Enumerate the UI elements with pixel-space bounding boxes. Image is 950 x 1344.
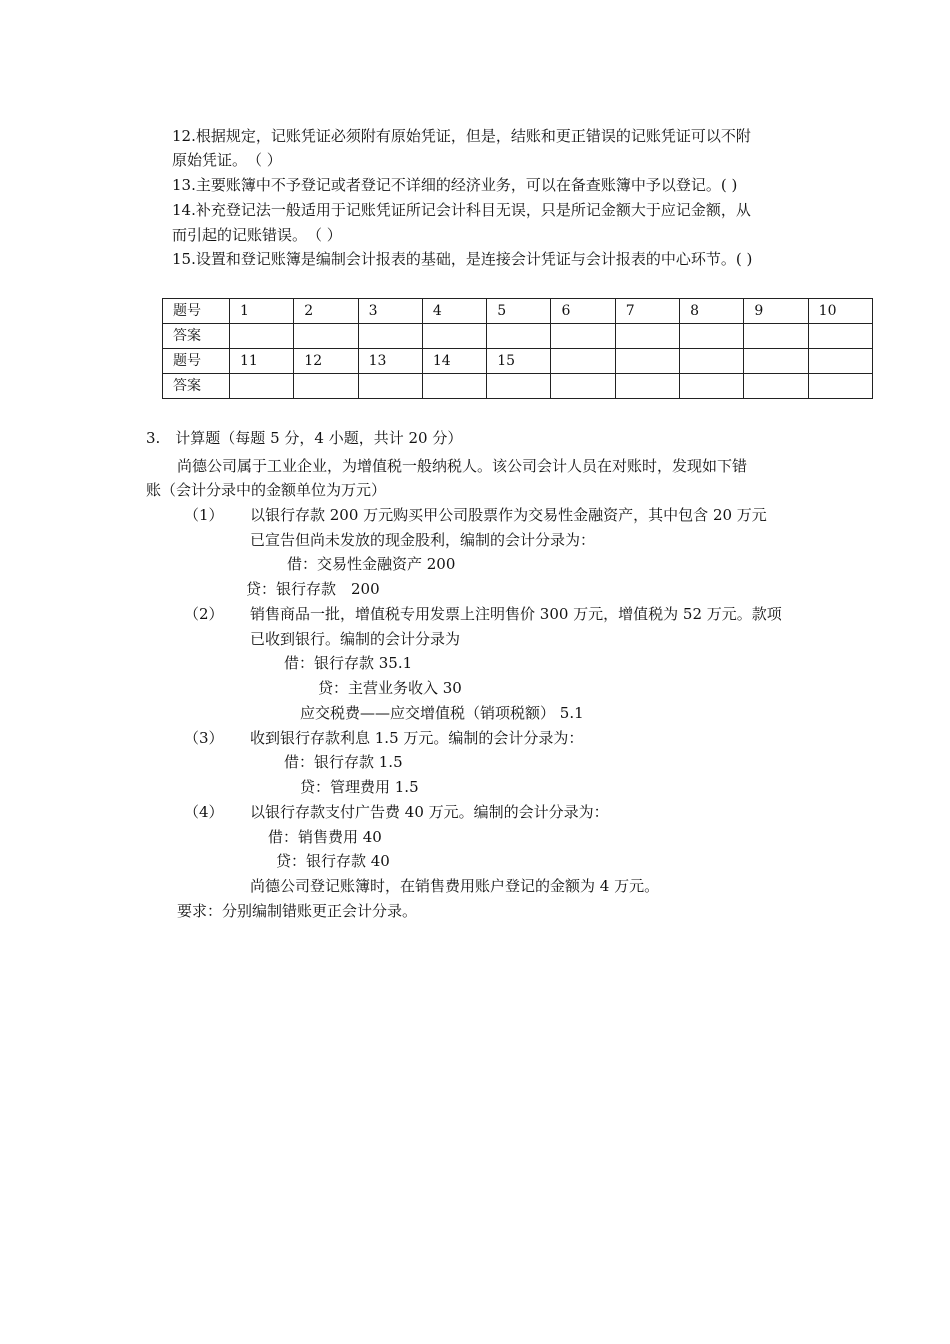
table-cell-number: 1 [230, 299, 294, 324]
item-4-note: 尚德公司登记账簿时，在销售费用账户登记的金额为 4 万元。 [250, 877, 660, 895]
table-cell-number: 2 [294, 299, 358, 324]
answer-cell[interactable] [808, 324, 872, 349]
answer-cell[interactable] [680, 374, 744, 399]
item-4-number: （4） [184, 803, 224, 821]
item-2-line-1: 销售商品一批，增值税专用发票上注明售价 300 万元，增值税为 52 万元。款项 [250, 605, 782, 623]
item-3-debit: 借：银行存款 1.5 [284, 753, 403, 771]
table-cell-number [744, 349, 808, 374]
answer-cell[interactable] [422, 324, 486, 349]
row-label-number: 题号 [163, 299, 230, 324]
answer-cell[interactable] [487, 374, 551, 399]
row-label-number: 题号 [163, 349, 230, 374]
table-cell-number: 14 [422, 349, 486, 374]
table-row [163, 374, 873, 399]
answer-cell[interactable] [551, 374, 615, 399]
answer-cell[interactable] [230, 324, 294, 349]
table-cell-number: 15 [487, 349, 551, 374]
table-cell-number: 8 [680, 299, 744, 324]
answer-cell[interactable] [680, 324, 744, 349]
row-label-answer: 答案 [163, 374, 230, 399]
answer-table [162, 298, 873, 399]
table-row [163, 324, 873, 349]
item-4-debit: 借：销售费用 40 [268, 828, 382, 846]
question-14-line-1: 14.补充登记法一般适用于记账凭证所记会计科目无误，只是所记金额大于应记金额，从 [172, 201, 751, 219]
answer-cell[interactable] [551, 324, 615, 349]
answer-cell[interactable] [422, 374, 486, 399]
question-12-line-1: 12.根据规定，记账凭证必须附有原始凭证，但是，结账和更正错误的记账凭证可以不附 [172, 127, 751, 145]
item-2-number: （2） [184, 605, 224, 623]
table-cell-number: 10 [808, 299, 872, 324]
answer-cell[interactable] [744, 374, 808, 399]
item-1-debit: 借：交易性金融资产 200 [287, 555, 456, 573]
answer-cell[interactable] [230, 374, 294, 399]
table-cell-number [551, 349, 615, 374]
table-cell-number: 7 [615, 299, 679, 324]
intro-line-1: 尚德公司属于工业企业，为增值税一般纳税人。该公司会计人员在对账时，发现如下错 [177, 457, 748, 475]
table-cell-number: 13 [358, 349, 422, 374]
row-label-answer: 答案 [163, 324, 230, 349]
item-2-debit: 借：银行存款 35.1 [284, 654, 413, 672]
item-1-line-1: 以银行存款 200 万元购买甲公司股票作为交易性金融资产，其中包含 20 万元 [250, 506, 767, 524]
table-cell-number: 5 [487, 299, 551, 324]
item-2-credit-2: 应交税费——应交增值税（销项税额） 5.1 [300, 704, 584, 722]
answer-cell[interactable] [294, 374, 358, 399]
table-cell-number: 3 [358, 299, 422, 324]
table-cell-number [680, 349, 744, 374]
item-2-credit-1: 贷：主营业务收入 30 [318, 679, 462, 697]
table-cell-number [615, 349, 679, 374]
table-cell-number: 9 [744, 299, 808, 324]
item-1-line-2: 已宣告但尚未发放的现金股利，编制的会计分录为： [250, 531, 596, 549]
table-row [163, 299, 873, 324]
answer-cell[interactable] [744, 324, 808, 349]
item-3-line-1: 收到银行存款利息 1.5 万元。编制的会计分录为： [250, 729, 584, 747]
table-cell-number: 12 [294, 349, 358, 374]
table-cell-number: 4 [422, 299, 486, 324]
table-cell-number [808, 349, 872, 374]
question-12-line-2: 原始凭证。 （ ） [172, 151, 282, 169]
table-row [163, 349, 873, 374]
answer-cell[interactable] [358, 374, 422, 399]
answer-cell[interactable] [358, 324, 422, 349]
answer-cell[interactable] [294, 324, 358, 349]
item-3-number: （3） [184, 729, 224, 747]
item-2-line-2: 已收到银行。编制的会计分录为 [250, 630, 461, 648]
answer-cell[interactable] [615, 374, 679, 399]
item-1-credit: 贷：银行存款 200 [246, 580, 380, 598]
table-cell-number: 11 [230, 349, 294, 374]
question-14-line-2: 而引起的记账错误。 （ ） [172, 226, 342, 244]
table-cell-number: 6 [551, 299, 615, 324]
item-4-line-1: 以银行存款支付广告费 40 万元。编制的会计分录为： [250, 803, 609, 821]
item-3-credit: 贷：管理费用 1.5 [300, 778, 419, 796]
question-13: 13.主要账簿中不予登记或者登记不详细的经济业务，可以在备查账簿中予以登记。( ) [172, 176, 738, 194]
item-1-number: （1） [184, 506, 224, 524]
intro-line-2: 账（会计分录中的金额单位为万元） [146, 481, 387, 499]
answer-cell[interactable] [487, 324, 551, 349]
section-heading: 3. 计算题（每题 5 分，4 小题，共计 20 分） [146, 429, 463, 447]
question-15: 15.设置和登记账簿是编制会计报表的基础，是连接会计凭证与会计报表的中心环节。( ) [172, 250, 753, 268]
answer-cell[interactable] [615, 324, 679, 349]
answer-cell[interactable] [808, 374, 872, 399]
item-4-credit: 贷：银行存款 40 [276, 852, 390, 870]
requirement: 要求：分别编制错账更正会计分录。 [177, 902, 418, 920]
